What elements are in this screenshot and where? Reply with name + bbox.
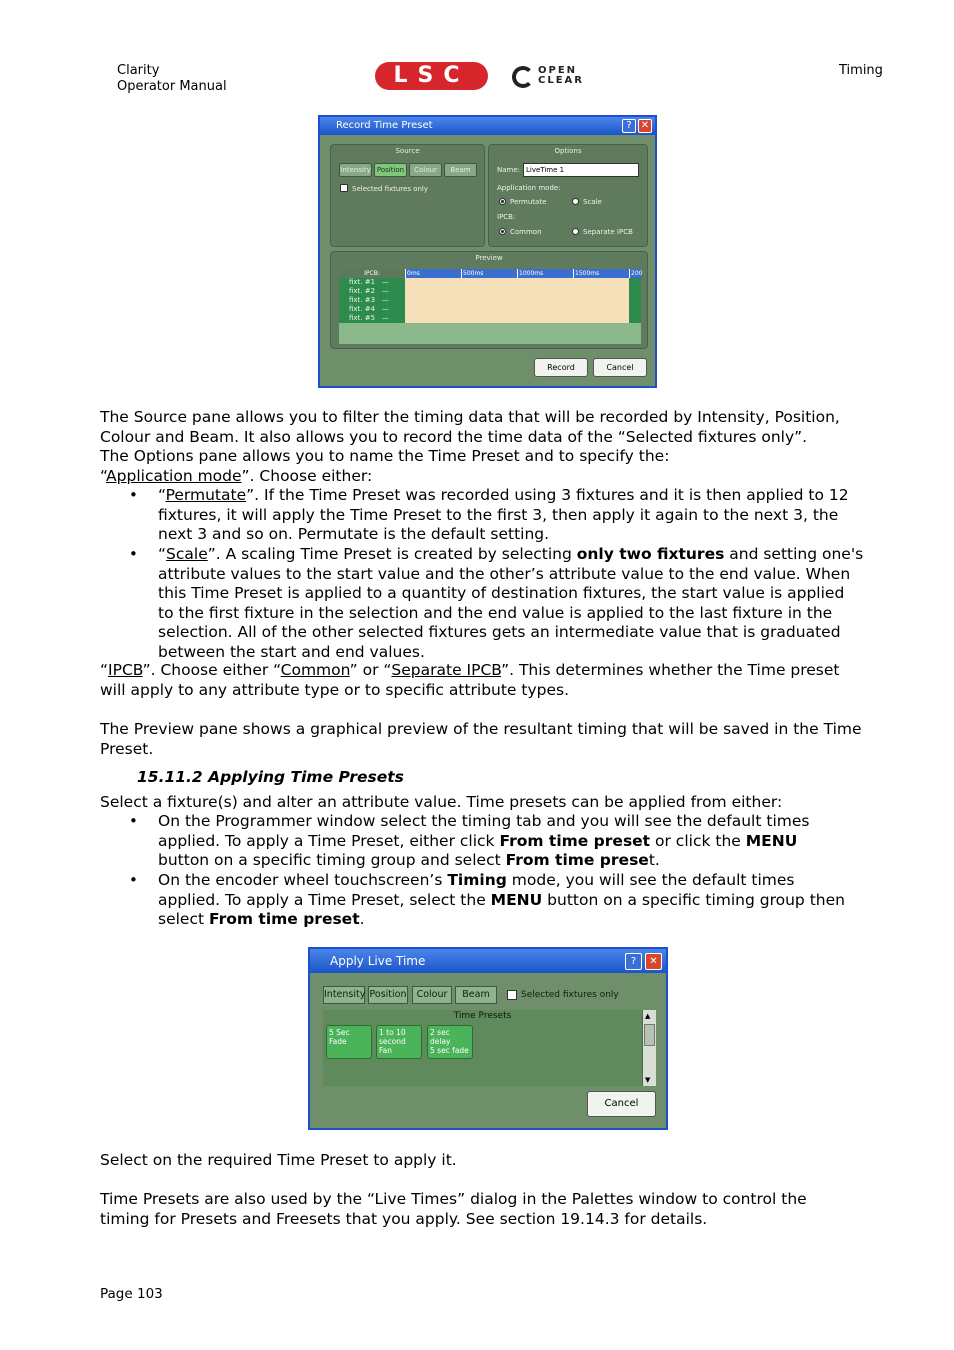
tab-intensity[interactable]: Intensity: [323, 986, 365, 1004]
separate-ipcb-label: Separate IPCB: [583, 228, 633, 236]
body-block-preview: The Preview pane shows a graphical preview of the resultant timing that will be saved in the Time Preset.: [100, 720, 862, 758]
tick-1000: 1000ms: [519, 270, 544, 277]
record-button[interactable]: Record: [534, 358, 588, 377]
dialog-title: Apply Live Time: [330, 954, 426, 968]
preset-5-sec-fade[interactable]: 5 Sec Fade: [326, 1025, 372, 1059]
selected-fixtures-label: Selected fixtures only: [352, 185, 429, 193]
fixture-row: fixt. #4 —: [349, 305, 389, 313]
source-position-button[interactable]: Position: [374, 163, 407, 177]
lsc-logo: LSC: [375, 62, 488, 90]
body-block-1: [100, 408, 890, 486]
separate-ipcb-radio[interactable]: [572, 228, 579, 235]
scale-term: Scale: [166, 545, 208, 563]
page-number: Page 103: [100, 1286, 163, 1302]
application-mode-line: “Application mode”. Choose either:: [100, 466, 373, 485]
scroll-down-icon[interactable]: ▼: [645, 1076, 651, 1084]
tab-colour[interactable]: Colour: [412, 986, 452, 1004]
permutate-term: Permutate: [165, 486, 247, 504]
help-icon[interactable]: ?: [622, 119, 636, 133]
bullet-icon: •: [129, 545, 138, 563]
selected-fixtures-checkbox[interactable]: [340, 184, 348, 192]
preview-timeline: [339, 269, 641, 278]
time-presets-title: Time Presets: [453, 1011, 512, 1021]
ipcb-term: IPCB: [108, 661, 143, 679]
source-pane: [330, 144, 485, 247]
cancel-button[interactable]: Cancel: [587, 1091, 656, 1117]
application-mode-term: Application mode: [106, 466, 242, 485]
logo-open: OPEN: [538, 65, 578, 76]
tick-0: 0ms: [407, 270, 420, 277]
header-manual: Operator Manual: [117, 79, 227, 94]
scale-radio[interactable]: [572, 198, 579, 205]
preview-pane: [330, 251, 648, 349]
preset-2-sec-delay[interactable]: 2 sec delay 5 sec fade: [427, 1025, 473, 1059]
apply-live-time-dialog: [308, 947, 668, 1130]
source-beam-button[interactable]: Beam: [444, 163, 477, 177]
preset-1-to-10[interactable]: 1 to 10 second Fan: [376, 1025, 422, 1059]
scroll-up-icon[interactable]: ▲: [645, 1012, 651, 1020]
name-input[interactable]: LiveTime 1: [523, 163, 639, 177]
help-icon[interactable]: ?: [625, 953, 642, 970]
source-intensity-button[interactable]: Intensity: [339, 163, 372, 177]
separate-ipcb-term: Separate IPCB: [391, 661, 502, 679]
apply-instruction: Select on the required Time Preset to apply it.: [100, 1151, 457, 1169]
common-term: Common: [280, 661, 350, 679]
bullet-permutate: “Permutate”. If the Time Preset was recorded using 3 fixtures and it is then applied to 12 fixtures, it will apply the Time Preset to the first 3, then apply it again to the next 3, the next 3 and so on. Permutate is the default setting.: [158, 486, 849, 543]
tick-1500: 1500ms: [575, 270, 600, 277]
tick-2000: 200: [631, 270, 643, 277]
paragraph-line: Colour and Beam. It also allows you to record the time data of the “Selected fixtures only”.: [100, 427, 808, 446]
open-clear-ring-icon: [512, 66, 534, 88]
options-pane: [488, 144, 648, 247]
dialog-titlebar: [320, 117, 655, 135]
source-title: Source: [395, 147, 420, 155]
ipcb-label: IPCB:: [497, 213, 516, 221]
section-heading: 15.11.2 Applying Time Presets: [137, 768, 404, 786]
live-times-paragraph: Time Presets are also used by the “Live Times” dialog in the Palettes window to control the timing for Presets and Freesets that you apply. See section 19.14.3 for details.: [100, 1190, 807, 1228]
bullet-icon: •: [129, 812, 138, 830]
tick-500: 500ms: [463, 270, 484, 277]
common-radio[interactable]: [499, 228, 506, 235]
close-icon[interactable]: ✕: [645, 953, 662, 970]
scrollbar[interactable]: [642, 1010, 656, 1086]
tab-beam[interactable]: Beam: [455, 986, 497, 1004]
bullet-programmer: On the Programmer window select the timing tab and you will see the default times applied. To apply a Time Preset, either click From time preset or click the MENU button on a specific timing group and select From time preset.: [158, 812, 810, 869]
bullet-encoder: On the encoder wheel touchscreen’s Timing mode, you will see the default times applied. To apply a Time Preset, select the MENU button on a specific timing group then select From time preset.: [158, 871, 845, 928]
logo-clear: CLEAR: [538, 75, 584, 86]
header-product: Clarity: [117, 63, 160, 78]
common-label: Common: [510, 228, 542, 236]
bullet-icon: •: [129, 871, 138, 889]
preview-ipcb-col: IPCB:: [339, 269, 405, 278]
scale-label: Scale: [583, 198, 602, 206]
time-presets-pane: [323, 1010, 656, 1086]
app-mode-label: Application mode:: [497, 184, 561, 192]
cancel-button[interactable]: Cancel: [593, 358, 647, 377]
source-colour-button[interactable]: Colour: [409, 163, 442, 177]
permutate-label: Permutate: [510, 198, 547, 206]
fixture-row: fixt. #2 —: [349, 287, 389, 295]
options-title: Options: [554, 147, 582, 155]
paragraph-line: The Options pane allows you to name the Time Preset and to specify the:: [100, 447, 670, 465]
fixture-row: fixt. #5 —: [349, 314, 389, 322]
body-block-ipcb: “IPCB”. Choose either “Common” or “Separate IPCB”. This determines whether the Time preset will apply to any attribute type or to specific attribute types.: [100, 661, 840, 699]
scrollbar-thumb[interactable]: [644, 1024, 655, 1046]
open-clear-logo: [512, 64, 608, 88]
selected-fixtures-checkbox[interactable]: [507, 990, 517, 1000]
fixture-row: fixt. #1 —: [349, 278, 389, 286]
tab-position[interactable]: Position: [368, 986, 408, 1004]
record-time-preset-dialog: [318, 115, 657, 388]
bullet-scale: “Scale”. A scaling Time Preset is created by selecting only two fixtures and setting one's attribute values to the start value and the other’s attribute value to the end value. When this Time Preset is applied to a quantity of destination fixtures, the start value is applied to the first fixture in the selection and the end value is applied to the last fixture in the selection. All of the other selected fixtures gets an intermediate value that is graduated between the start and end values.: [158, 545, 864, 661]
header-left: [117, 63, 227, 95]
dialog-title: Record Time Preset: [336, 120, 433, 131]
header-section: Timing: [839, 63, 883, 78]
paragraph-line: The Source pane allows you to filter the timing data that will be recorded by Intensity, Position,: [100, 408, 840, 426]
preview-area: [339, 269, 641, 344]
bullet-icon: •: [129, 486, 138, 504]
preview-title: Preview: [475, 254, 503, 262]
preview-timing-bar: [405, 278, 629, 323]
name-label: Name:: [497, 166, 521, 174]
close-icon[interactable]: ✕: [638, 119, 652, 133]
fixture-row: fixt. #3 —: [349, 296, 389, 304]
permutate-radio[interactable]: [499, 198, 506, 205]
body-block-apply: Select a fixture(s) and alter an attribute value. Time presets can be applied from either:: [100, 793, 783, 811]
selected-fixtures-label: Selected fixtures only: [521, 990, 619, 1000]
dialog-titlebar: [310, 949, 666, 973]
